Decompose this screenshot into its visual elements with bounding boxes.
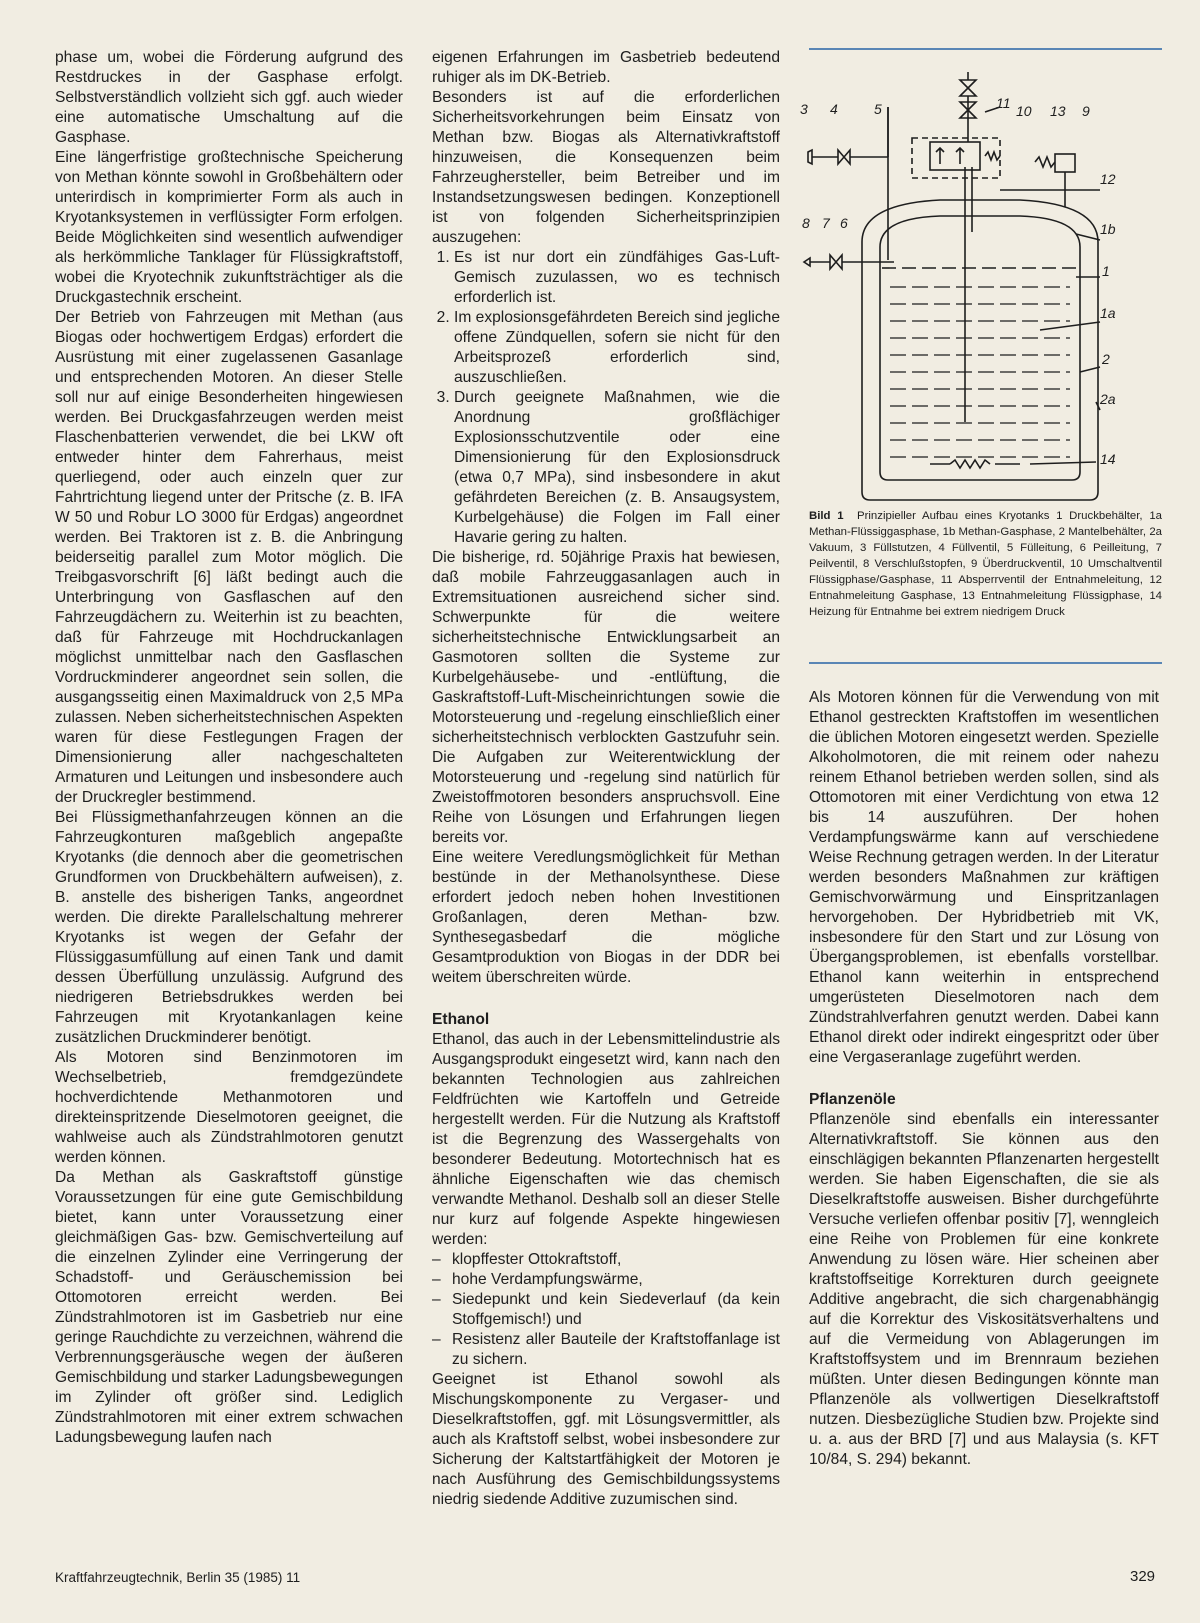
paragraph: Pflanzenöle sind ebenfalls ein interessanter Alternativkraftstoff. Sie können aus den einschlägigen bekannten Pflanzenarten hergestellt werden. Sie haben Eigenschaften, die sie als Dieselkraftstoffe ausweisen. Bisher durchgeführte Versuche verliefen offenbar positiv [7], wenngleich eine Reihe von Problemen für eine konkrete Anwendung zu lösen wäre. Hier scheinen aber kraftstoffseitige Korrekturen durch geeignete Additive angebracht, die sich chargenabhängig auf die Korrektur des Viskositätsverhaltens und auf die Vermeidung von Ablagerungen im Kraftstoffsystem und im Brennraum beziehen müßten. Unter diesen Bedingungen könnte man Pflanzenöle als vollwertigen Dieselkraftstoff nutzen. Diesbezügliche Studien bzw. Projekte sind u. a. aus der BRD [7] und aus Malaysia (s. KFT 10/84, S. 294) bekannt. bbox=[809, 1111, 1159, 1468]
list-item: – klopffester Ottokraftstoff, bbox=[432, 1250, 780, 1270]
list-item: – Resistenz aller Bauteile der Kraftstoffanlage ist zu sichern. bbox=[432, 1330, 780, 1370]
label-7: 7 bbox=[822, 215, 830, 231]
figure-top-rule bbox=[809, 48, 1162, 50]
list-item: – Siedepunkt und kein Siedeverlauf (da kein Stoffgemisch!) und bbox=[432, 1290, 780, 1330]
label-5: 5 bbox=[874, 101, 882, 117]
section-heading-pflanzenoele: Pflanzenöle bbox=[809, 1091, 896, 1108]
label-12: 12 bbox=[1100, 171, 1116, 187]
label-2a: 2a bbox=[1100, 391, 1116, 407]
figure-caption bbox=[809, 508, 1162, 620]
text-column-2 bbox=[432, 48, 780, 1510]
section-heading-ethanol: Ethanol bbox=[432, 1011, 490, 1028]
paragraph: Bei Flüssigmethanfahrzeugen können an die Fahrzeugkonturen maßgeblich angepaßte Kryotanks (die dennoch aber die geometrischen Grundformen von Druckbehältern aufweisen), z. B. anstelle des bisherigen Tanks, angeordnet werden. Die direkte Parallelschaltung mehrerer Kryotanks ist wegen der Gefahr der Flüssiggasumfüllung auf einen Tank und damit dessen Überfüllung unzulässig. Aufgrund des niedrigeren Betriebsdrukkes werden bei Fahrzeugen mit Kryotankanlagen keine zusätzlichen Druckminderer benötigt. bbox=[55, 809, 403, 1046]
figure-caption-text: Prinzipieller Aufbau eines Kryotanks 1 Druckbehälter, 1a Methan-Flüssiggasphase, 1b Methan-Gasphase, 2 Mantelbehälter, 2a Vakuum, 3 Füllstutzen, 4 Füllventil, 5 Fülleitung, 6 Peilleitung, 7 Peilventil, 8 Verschlußstopfen, 9 Überdruckventil, 10 Umschaltventil Flüssigphase/Gasphase, 11 Absperrventil der Entnahmeleitung, 12 Entnahmeleitung Gasphase, 13 Entnahmeleitung Flüssigphase, 14 Heizung für Entnahme bei extrem niedrigem Druck bbox=[809, 510, 1162, 618]
list-item: 2. Im explosionsgefährdeten Bereich sind jegliche offene Zündquellen, sofern sie nicht für den Arbeitsprozeß erforderlich sind, auszuschließen. bbox=[454, 308, 780, 388]
paragraph: eigenen Erfahrungen im Gasbetrieb bedeutend ruhiger als im DK-Betrieb. bbox=[432, 49, 780, 86]
label-9: 9 bbox=[1082, 103, 1090, 119]
label-14: 14 bbox=[1100, 451, 1116, 467]
label-6: 6 bbox=[840, 215, 848, 231]
figure-caption-label: Bild 1 bbox=[809, 510, 844, 522]
label-11: 11 bbox=[996, 95, 1011, 111]
label-10: 10 bbox=[1016, 103, 1032, 119]
label-1b: 1b bbox=[1100, 221, 1116, 237]
label-2: 2 bbox=[1102, 351, 1110, 367]
paragraph: phase um, wobei die Förderung aufgrund des Restdruckes in der Gasphase erfolgt. Selbstverständlich vollzieht sich ggf. auch wieder eine automatische Umschaltung auf die Gasphase. bbox=[55, 49, 403, 146]
paragraph: Die bisherige, rd. 50jährige Praxis hat bewiesen, daß mobile Fahrzeuggasanlagen auch in Extremsituationen ausreichend sicher sind. Schwerpunkte für die weitere sicherheitstechnische Entwicklungsarbeit an Gasmotoren sollten die Systeme zur Kurbelgehäusebe- und -entlüftung, die Gaskraftstoff-Luft-Mischeinrichtungen sowie die Motorsteuerung und -regelung einschließlich einer sicherheitstechnisch verblockten Gastzufuhr sein. Die Aufgaben zur Weiterentwicklung der Motorsteuerung und -regelung sind natürlich für Zweistoffmotoren besonders anspruchsvoll. Eine Reihe von Lösungen und Erfahrungen liegen bereits vor. bbox=[432, 549, 780, 846]
paragraph: Besonders ist auf die erforderlichen Sicherheitsvorkehrungen beim Einsatz von Methan bzw. Biogas als Alternativkraftstoff hinzuweisen, die Konsequenzen beim Fahrzeughersteller, beim Betreiber und im Instandsetzungswesen bedingen. Konzeptionell ist von folgenden Sicherheitsprinzipien auszugehen: bbox=[432, 89, 780, 246]
text-column-1 bbox=[55, 48, 403, 1448]
label-13: 13 bbox=[1050, 103, 1066, 119]
cryotank-diagram bbox=[800, 72, 1160, 502]
label-8: 8 bbox=[802, 215, 810, 231]
paragraph: Geeignet ist Ethanol sowohl als Mischungskomponente zu Vergaser- und Dieselkraftstoffen, ggf. mit Lösungsvermittler, als auch als Kraftstoff selbst, wobei insbesondere zur Sicherung der Kaltstartfähigkeit der Motoren je nach Ausführung des Gemischbildungssystems niedrig siedende Additive zuzumischen sind. bbox=[432, 1371, 780, 1508]
ethanol-aspects-list bbox=[432, 1250, 780, 1370]
paragraph: Als Motoren sind Benzinmotoren im Wechselbetrieb, fremdgezündete hochverdichtende Methanmotoren und direkteinspritzende Dieselmotoren geeignet, die wahlweise auch als Zündstrahlmotoren genutzt werden können. bbox=[55, 1049, 403, 1166]
paragraph: Eine längerfristige großtechnische Speicherung von Methan könnte sowohl in Großbehältern oder unterirdisch in komprimierter Form als auch in Kryotanksystemen in verflüssigter Form erfolgen. Beide Möglichkeiten sind wesentlich aufwendiger als herkömmliche Tanklager für Flüssigkraftstoff, wobei die Kryotechnik zukunftsträchtiger als die Druckgastechnik erscheint. bbox=[55, 149, 403, 306]
list-item: 1. Es ist nur dort ein zündfähiges Gas-Luft-Gemisch zuzulassen, wo es technisch erforderlich ist. bbox=[454, 248, 780, 308]
page-number: 329 bbox=[1130, 1568, 1156, 1585]
list-item: 3. Durch geeignete Maßnahmen, wie die Anordnung großflächiger Explosionsschutzventile oder eine Dimensionierung für den Explosionsdruck (etwa 0,7 MPa), sind insbesondere in akut gefährdeten Bereichen (z. B. Ansaugsystem, Kurbelgehäuse) die Folgen im Fall einer Havarie gering zu halten. bbox=[454, 388, 780, 548]
cryotank-svg bbox=[800, 72, 1160, 502]
list-item: – hohe Verdampfungswärme, bbox=[432, 1270, 780, 1290]
label-3: 3 bbox=[800, 101, 808, 117]
paragraph: Ethanol, das auch in der Lebensmittelindustrie als Ausgangsprodukt eingesetzt wird, kann nach den bekannten Technologien aus zahlreichen Feldfrüchten wie Kartoffeln und Getreide hergestellt werden. Für die Nutzung als Kraftstoff ist die Begrenzung des Wassergehalts von besonderer Bedeutung. Motortechnisch hat es ähnliche Eigenschaften wie das chemisch verwandte Methanol. Deshalb soll an dieser Stelle nur kurz auf folgende Aspekte hingewiesen werden: bbox=[432, 1031, 780, 1248]
label-1a: 1a bbox=[1100, 305, 1116, 321]
paragraph: Da Methan als Gaskraftstoff günstige Voraussetzungen für eine gute Gemischbildung bietet, kann unter Voraussetzung einer gleichmäßigen Gas- bzw. Gemischverteilung auf die einzelnen Zylinder eine Verringerung der Schadstoff- und Geräuschemission bei Ottomotoren erreicht werden. Bei Zündstrahlmotoren ist im Gasbetrieb nur eine geringe Rauchdichte zu verzeichnen, während die Verbrennungsgeräusche wegen der äußeren Gemischbildung und starker Ladungsbewegungen im Zylinder oft größer sind. Lediglich Zündstrahlmotoren mit einer extrem schwachen Ladungsbewegung laufen nach bbox=[55, 1169, 403, 1446]
label-4: 4 bbox=[830, 101, 838, 117]
text-column-3 bbox=[809, 688, 1159, 1470]
paragraph: Eine weitere Veredlungsmöglichkeit für Methan bestünde in der Methanolsynthese. Diese erfordert jedoch neben hohen Investitionen Großanlagen, deren Methan- bzw. Synthesegasbedarf die mögliche Gesamtproduktion von Biogas in der DDR bei weitem überschreiten würde. bbox=[432, 849, 780, 986]
safety-principles-list bbox=[432, 248, 780, 548]
figure-bottom-rule bbox=[809, 662, 1162, 664]
label-1: 1 bbox=[1102, 263, 1110, 279]
paragraph: Der Betrieb von Fahrzeugen mit Methan (aus Biogas oder hochwertigem Erdgas) erfordert die Ausrüstung mit einer zugelassenen Gasanlage und entsprechenden Motoren. An dieser Stelle soll nur auf einige Besonderheiten hingewiesen werden. Bei Druckgasfahrzeugen werden meist Flaschenbatterien verwendet, die bei LKW oft entweder hinter dem Fahrerhaus, meist querliegend, oder auch einzeln quer zur Fahrtrichtung liegend unter der Pritsche (z. B. IFA W 50 und Robur LO 3000 für Erdgas) angeordnet werden. Bei Traktoren ist z. B. die Anbringung beiderseitig parallel zum Motor möglich. Die Treibgasvorschrift [6] läßt bedingt auch die Unterbringung von Gasflaschen auf den Fahrzeugdächern zu. Weiterhin ist zu beachten, daß für Fahrzeuge mit Hochdruckanlagen möglichst unmittelbar nach den Gasflaschen Vordruckminderer angeordnet sein sollen, die ausgangsseitig einen Maximaldruck von 2,5 MPa zulassen. Neben sicherheitstechnischen Aspekten waren für diese Festlegungen Fragen der Dimensionierung aller nachgeschalteten Armaturen und Leitungen und insbesondere auch der Druckregler bestimmend. bbox=[55, 309, 403, 806]
journal-footer: Kraftfahrzeugtechnik, Berlin 35 (1985) 11 bbox=[55, 1570, 301, 1585]
paragraph: Als Motoren können für die Verwendung von mit Ethanol gestreckten Kraftstoffen im wesentlichen die üblichen Motoren eingesetzt werden. Spezielle Alkoholmotoren, die mit reinem oder nahezu reinem Ethanol betrieben werden sollen, sind als Ottomotoren mit einer Verdichtung von etwa 12 bis 14 auszuführen. Der hohen Verdampfungswärme kann auf verschiedene Weise Rechnung getragen werden. In der Literatur werden besonders Maßnahmen zur kräftigen Gemischvorwärmung und Einspritzanlagen hervorgehoben. Der Hybridbetrieb mit VK, insbesondere für den Start und zur Lösung von Übergangsproblemen, ist ebenfalls vorstellbar. Ethanol kann weiterhin in entsprechend umgerüsteten Dieselmotoren nach dem Zündstrahlverfahren genutzt werden. Dabei kann Ethanol direkt oder indirekt eingespritzt oder über eine Vergaseranlage zugeführt werden. bbox=[809, 689, 1159, 1066]
